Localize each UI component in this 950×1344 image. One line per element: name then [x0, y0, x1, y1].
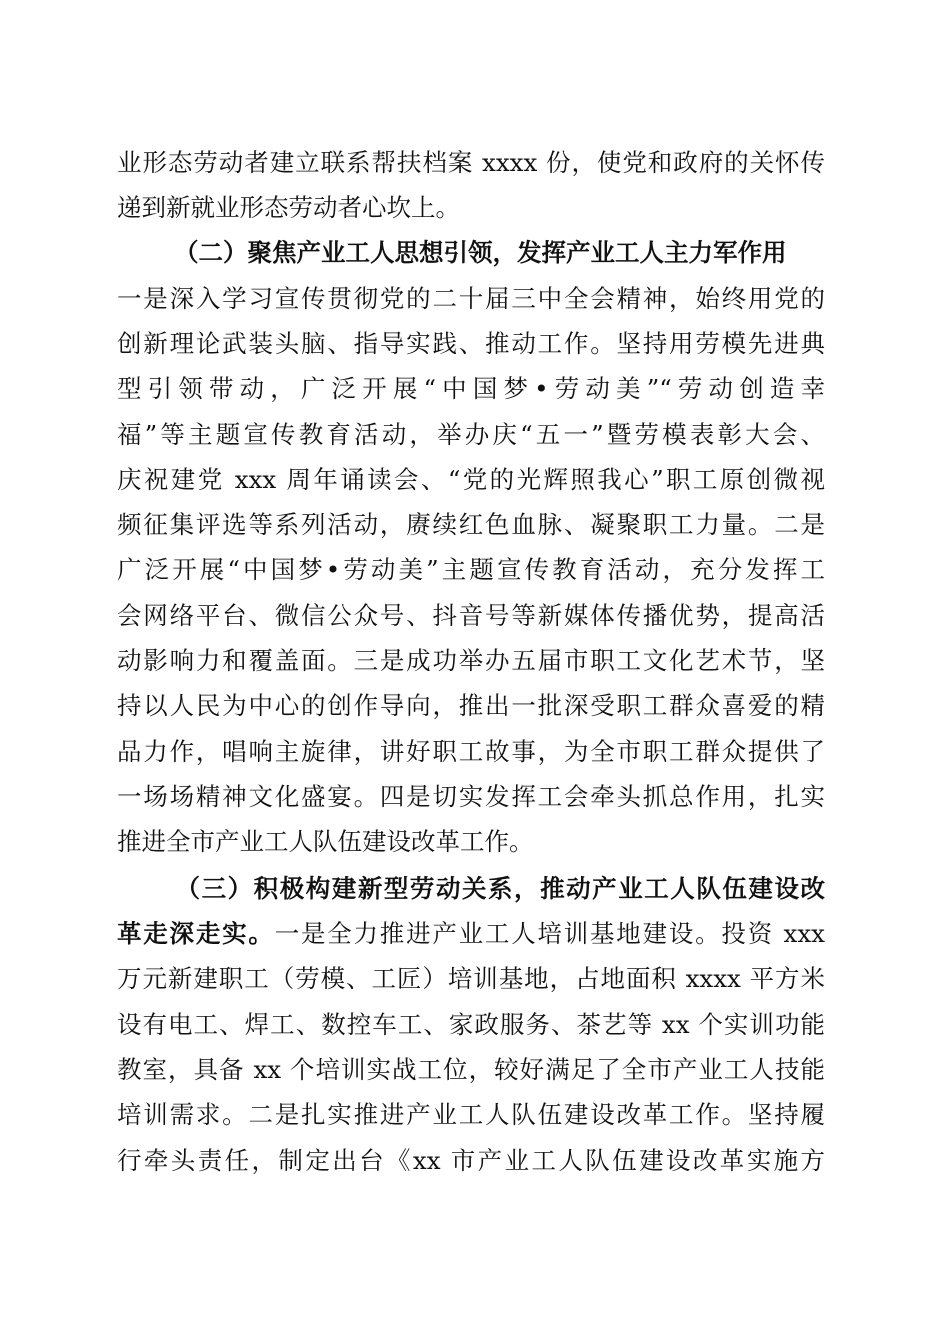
paragraph3-line-4: 设有电工、焊工、数控车工、家政服务、茶艺等 xx 个实训功能: [117, 1010, 825, 1039]
paragraph2-line-12: 一场场精神文化盛宴。四是切实发挥工会牵头抓总作用，扎实: [117, 782, 825, 811]
paragraph2-line-11: 品力作，唱响主旋律，讲好职工故事，为全市职工群众提供了: [117, 737, 825, 766]
paragraph2-line-1: 一是深入学习宣传贯彻党的二十届三中全会精神，始终用党的: [117, 284, 825, 313]
paragraph2-line-8: 会网络平台、微信公众号、抖音号等新媒体传播优势，提高活: [117, 601, 825, 630]
section-heading-2-text: （二）聚焦产业工人思想引领，发挥产业工人主力军作用: [174, 238, 787, 267]
paragraph3-line-3: 万元新建职工（劳模、工匠）培训基地，占地面积 xxxx 平方米: [117, 964, 825, 993]
section-heading-2: [117, 230, 825, 276]
paragraph3-line-7: 行牵头责任，制定出台《xx 市产业工人队伍建设改革实施方: [117, 1146, 825, 1175]
paragraph3-heading-part1: （三）积极构建新型劳动关系，推动产业工人队伍建设改: [174, 874, 825, 903]
paragraph3-line-6: 培训需求。二是扎实推进产业工人队伍建设改革工作。坚持履: [117, 1100, 825, 1129]
paragraph2-line-10: 持以人民为中心的创作导向，推出一批深受职工群众喜爱的精: [117, 691, 825, 720]
paragraph1-line-1: 业形态劳动者建立联系帮扶档案 xxxx 份，使党和政府的关怀传: [117, 148, 825, 177]
paragraph3-line-2: [117, 911, 825, 957]
paragraph2-line-13: 推进全市产业工人队伍建设改革工作。: [117, 827, 534, 856]
paragraph2-line-4: 福”等主题宣传教育活动，举办庆“五一”暨劳模表彰大会、: [117, 420, 825, 449]
paragraph2-line-5: 庆祝建党 xxx 周年诵读会、“党的光辉照我心”职工原创微视: [117, 465, 825, 494]
paragraph2-line-7: 广泛开展“中国梦•劳动美”主题宣传教育活动，充分发挥工: [117, 555, 825, 584]
paragraph3-heading-part2: 革走深走实。: [117, 919, 275, 948]
paragraph2-line-2: 创新理论武装头脑、指导实践、推动工作。坚持用劳模先进典: [117, 329, 825, 358]
paragraph3-line-5: 教室，具备 xx 个培训实战工位，较好满足了全市产业工人技能: [117, 1055, 825, 1084]
paragraph2-line-6: 频征集评选等系列活动，赓续红色血脉、凝聚职工力量。二是: [117, 510, 825, 539]
paragraph1-line-2: 递到新就业形态劳动者心坎上。: [117, 193, 460, 222]
paragraph3-line-2-rest: 一是全力推进产业工人培训基地建设。投资 xxx: [274, 919, 825, 948]
paragraph2-line-9: 动影响力和覆盖面。三是成功举办五届市职工文化艺术节，坚: [117, 646, 825, 675]
paragraph3-heading-line: [117, 866, 825, 912]
paragraph2-line-3: 型引领带动，广泛开展“中国梦•劳动美”“劳动创造幸: [117, 374, 825, 403]
